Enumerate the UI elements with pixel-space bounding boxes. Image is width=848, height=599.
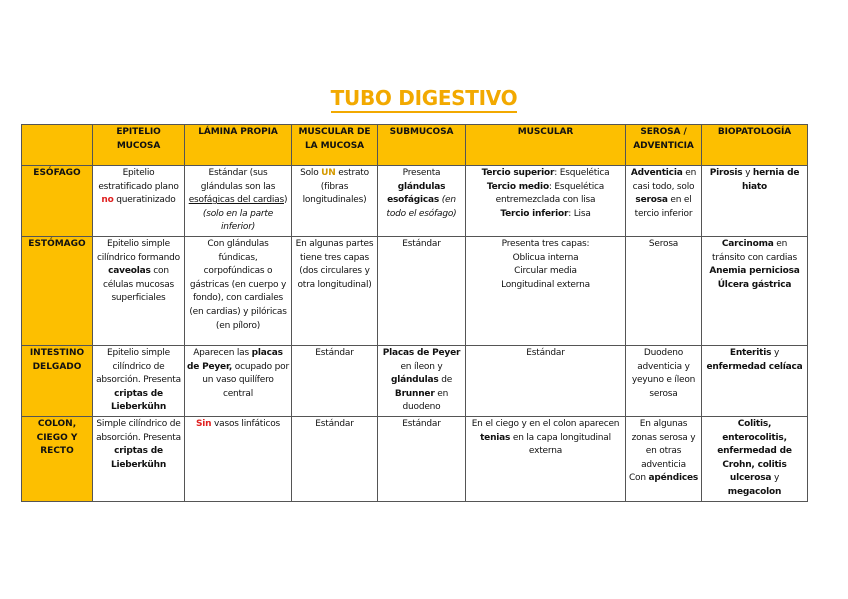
cell-lamina: Con glándulas fúndicas, corpofúndicas o gástricas (en cuerpo y fondo), con cardiales (en cardias) y pilóricas (en píloro) <box>185 236 292 345</box>
table-row <box>22 236 808 345</box>
cell-muscular: Estándar <box>466 345 626 416</box>
text-red: no <box>101 195 114 206</box>
cell-serosa: Serosa <box>626 236 702 345</box>
text: queratinizado <box>113 195 176 206</box>
text-bold: Tercio inferior <box>500 208 569 219</box>
cell-submucosa <box>378 345 466 416</box>
cell-submucosa: Estándar <box>378 416 466 501</box>
cell-serosa <box>626 166 702 237</box>
text-bold: Tercio medio <box>486 181 549 192</box>
text-bold: criptas de Lieberkühn <box>110 388 167 413</box>
text-underlined: esofágicas del cardias <box>188 195 284 206</box>
cell-lamina <box>185 166 292 237</box>
text: y <box>742 168 753 178</box>
line <box>468 181 623 208</box>
header-muscular-mucosa: MUSCULAR DE LA MUCOSA <box>292 125 378 166</box>
line: Oblicua interna <box>512 252 579 263</box>
table-row <box>22 416 808 501</box>
text: Epitelio simple cilíndrico de absorción. Presenta <box>96 347 181 386</box>
text: Solo <box>300 168 322 178</box>
text: ocupado por un vaso quilífero central <box>202 361 289 399</box>
text-bold: megacolon <box>727 486 782 497</box>
cell-epitelio <box>93 236 185 345</box>
line <box>704 279 805 293</box>
text-bold: criptas de Lieberkühn <box>110 446 167 470</box>
header-corner <box>22 125 93 166</box>
page-title <box>0 86 848 110</box>
text-bold: placas de Peyer, <box>187 347 283 372</box>
header-serosa: SEROSA / ADVENTICIA <box>626 125 702 166</box>
text-bold: Adventicia <box>630 168 683 178</box>
cell-serosa <box>626 416 702 501</box>
text: y <box>771 347 780 358</box>
row-label: INTESTINO DELGADO <box>22 345 93 416</box>
row-label: COLON, CIEGO Y RECTO <box>22 416 93 501</box>
cell-lamina <box>185 345 292 416</box>
text-bold: hernia de hiato <box>741 168 800 192</box>
text: Estándar (sus glándulas son las <box>200 168 276 192</box>
row-label: ESÓFAGO <box>22 166 93 237</box>
text-bold: Placas de Peyer <box>382 347 461 358</box>
cell-biopatologia <box>702 416 808 501</box>
text-bold: Enteritis <box>729 347 772 358</box>
cell-epitelio <box>93 416 185 501</box>
text-gold: UN <box>321 168 336 178</box>
text: Epitelio simple cilíndrico formando <box>96 238 180 263</box>
text-bold: Úlcera gástrica <box>717 279 792 290</box>
text-bold: Pirosis <box>709 168 743 178</box>
text-italic: (en todo el esófago) <box>386 195 457 219</box>
line: Circular media <box>514 266 577 277</box>
line <box>628 472 699 486</box>
text: con células mucosas superficiales <box>102 266 175 304</box>
text: En el ciego y en el colon aparecen <box>471 418 620 429</box>
text: Con <box>628 473 649 484</box>
cell-muscular <box>466 236 626 345</box>
header-muscular: MUSCULAR <box>466 125 626 166</box>
cell-biopatologia <box>702 236 808 345</box>
text: de <box>438 375 453 386</box>
line: Longitudinal externa <box>501 279 590 290</box>
cell-muscular-mucosa: Estándar <box>292 345 378 416</box>
text: Aparecen las <box>193 347 252 358</box>
table-row <box>22 345 808 416</box>
text: : Esquelética <box>554 168 610 178</box>
text: : Lisa <box>568 208 591 219</box>
text-bold: Colitis, enterocolitis, enfermedad de Crohn, colitis ulcerosa <box>717 418 792 484</box>
line <box>468 167 623 181</box>
line <box>704 238 805 265</box>
cell-submucosa: Estándar <box>378 236 466 345</box>
cell-lamina <box>185 416 292 501</box>
text: en duodeno <box>402 388 449 413</box>
text: en el tercio inferior <box>634 195 693 219</box>
text-bold: tenias <box>480 432 511 443</box>
text: Epitelio estratificado plano <box>98 168 179 192</box>
text-bold: enfermedad celíaca <box>706 361 803 372</box>
line <box>468 208 623 222</box>
text: : Esquelética entremezclada con lisa <box>495 181 605 206</box>
text-bold: Tercio superior <box>481 168 555 178</box>
text-bold: Anemia perniciosa <box>709 266 800 277</box>
page-title-text: TUBO DIGESTIVO <box>331 86 518 113</box>
text: Presenta <box>402 168 441 178</box>
line: Presenta tres capas: <box>501 238 590 249</box>
cell-muscular-mucosa <box>292 166 378 237</box>
text-bold: Brunner <box>394 388 435 399</box>
cell-biopatologia <box>702 166 808 237</box>
cell-submucosa <box>378 166 466 237</box>
text: en casi todo, solo <box>632 168 697 192</box>
line: En algunas zonas serosa y en otras adventicia <box>631 418 696 470</box>
text: y <box>771 473 780 484</box>
cell-muscular <box>466 416 626 501</box>
cell-biopatologia <box>702 345 808 416</box>
text-bold: glándulas <box>390 375 439 386</box>
text-bold: glándulas esofágicas <box>387 181 446 206</box>
cell-epitelio <box>93 166 185 237</box>
text-bold: apéndices <box>648 473 699 484</box>
table-row <box>22 166 808 237</box>
header-row <box>22 125 808 166</box>
text: Simple cilíndrico de absorción. Presenta <box>96 418 181 443</box>
text-bold: caveolas <box>108 266 151 277</box>
text: en íleon y <box>400 361 443 372</box>
text: en la capa longitudinal externa <box>510 432 611 457</box>
cell-epitelio <box>93 345 185 416</box>
text: estrato (fibras longitudinales) <box>302 168 369 206</box>
text: ) <box>283 195 288 206</box>
header-submucosa: SUBMUCOSA <box>378 125 466 166</box>
header-epitelio: EPITELIO MUCOSA <box>93 125 185 166</box>
cell-serosa: Duodeno adventicia y yeyuno e íleon serosa <box>626 345 702 416</box>
header-lamina: LÁMINA PROPIA <box>185 125 292 166</box>
cell-muscular <box>466 166 626 237</box>
text-bold: Carcinoma <box>721 238 774 249</box>
text: en tránsito con cardias <box>712 238 797 263</box>
cell-muscular-mucosa: Estándar <box>292 416 378 501</box>
text-red: Sin <box>196 418 212 429</box>
text: vasos linfáticos <box>211 418 280 429</box>
row-label: ESTÓMAGO <box>22 236 93 345</box>
text-bold: serosa <box>635 195 668 206</box>
text-italic: (solo en la parte inferior) <box>202 208 274 233</box>
digestive-table <box>21 124 808 502</box>
cell-muscular-mucosa: En algunas partes tiene tres capas (dos circulares y otra longitudinal) <box>292 236 378 345</box>
header-biopatologia: BIOPATOLOGÍA <box>702 125 808 166</box>
line <box>704 265 805 279</box>
